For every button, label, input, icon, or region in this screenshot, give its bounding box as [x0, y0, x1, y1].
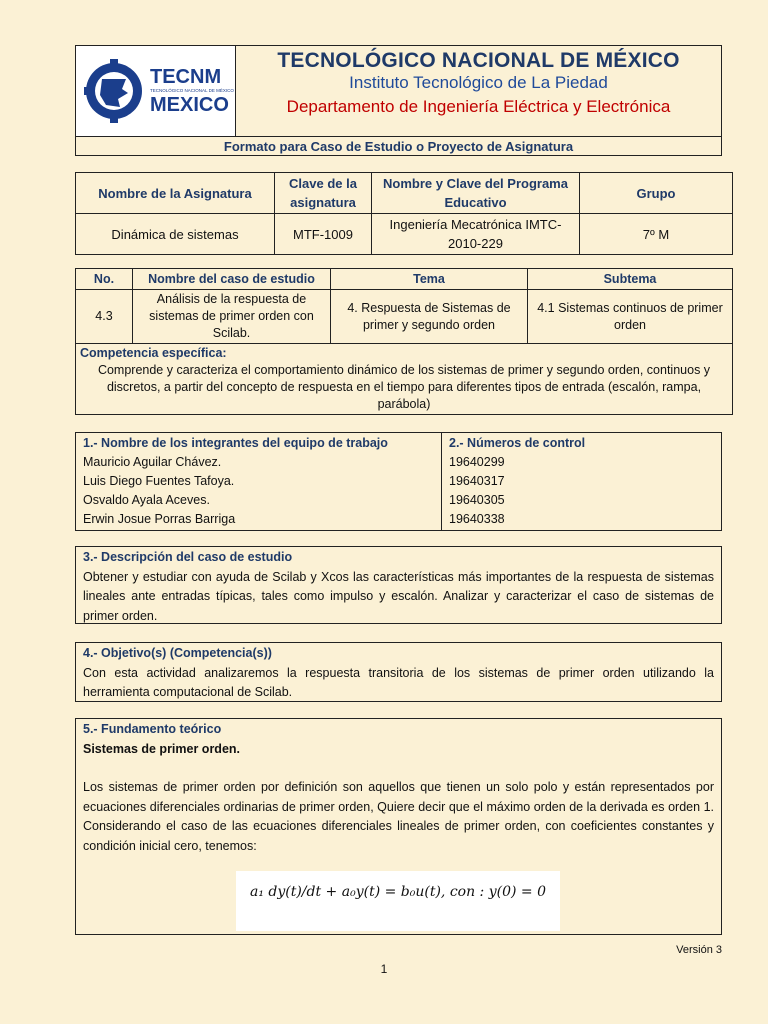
case-description-section: [75, 546, 722, 624]
table-row: [76, 344, 733, 415]
campus-name: Instituto Tecnológico de La Piedad: [349, 73, 608, 92]
competencia-cell: [76, 344, 733, 415]
section-title: 5.- Fundamento teórico: [83, 722, 222, 736]
logo-text-small: TECNOLÓGICO NACIONAL DE MÉXICO: [150, 88, 234, 93]
subtopic-header: Subtema: [528, 269, 733, 290]
tecnm-logo: [84, 49, 234, 134]
course-name-header: Nombre de la Asignatura: [76, 173, 275, 214]
logo-text-bottom: MEXICO: [150, 94, 229, 116]
team-table: [75, 432, 722, 531]
formula-box: [236, 871, 560, 931]
header-titles: [236, 46, 721, 136]
objective-section: [75, 642, 722, 702]
theory-section: [75, 718, 722, 935]
control-number: 19640317: [449, 474, 505, 488]
course-key-header: Clave de la asignatura: [275, 173, 372, 214]
page-number: 1: [380, 962, 388, 976]
numbers-cell: [442, 433, 722, 531]
control-number: 19640305: [449, 493, 505, 507]
table-row: [76, 433, 722, 531]
section-text: Con esta actividad analizaremos la respuesta transitoria de los sistemas de primer orden utilizando la herramienta computacional de Scilab.: [83, 665, 714, 699]
case-name: Análisis de la respuesta de sistemas de primer orden con Scilab.: [133, 290, 331, 344]
logo-cell: [76, 46, 236, 136]
program-name: Ingeniería Mecatrónica IMTC-2010-229: [372, 214, 580, 255]
member-name: Osvaldo Ayala Aceves.: [83, 493, 210, 507]
competencia-text: Comprende y caracteriza el comportamiento dinámico de los sistemas de primer y segundo orden, continuos y discretos, a partir del concepto de respuesta en el tiempo para diferentes tipos de entrada (escalón, rampa, parábola): [97, 363, 711, 411]
table-row: [76, 290, 733, 344]
department-name: Departamento de Ingeniería Eléctrica y Electrónica: [286, 97, 671, 116]
document-header: [75, 45, 722, 156]
program-header: Nombre y Clave del Programa Educativo: [372, 173, 580, 214]
course-key: MTF-1009: [275, 214, 372, 255]
members-cell: [76, 433, 442, 531]
member-name: Mauricio Aguilar Chávez.: [83, 455, 222, 469]
control-number: 19640338: [449, 512, 505, 526]
institution-name: TECNOLÓGICO NACIONAL DE MÉXICO: [277, 49, 680, 72]
version-label: Versión 3: [676, 944, 722, 956]
table-row: [76, 269, 733, 290]
numbers-title: 2.- Números de control: [449, 436, 586, 450]
topic: 4. Respuesta de Sistemas de primer y segundo orden: [331, 290, 528, 344]
members-title: 1.- Nombre de los integrantes del equipo de trabajo: [83, 436, 388, 450]
section-text: Obtener y estudiar con ayuda de Scilab y Xcos las características más importantes de la respuesta de sistemas lineales ante entradas típicas, tales como impulso y escalón. Analizar y caracterizar el caso de sistemas de primer orden.: [83, 569, 714, 623]
section-title: 3.- Descripción del caso de estudio: [83, 550, 293, 564]
course-name: Dinámica de sistemas: [76, 214, 275, 255]
table-row: [76, 173, 733, 214]
section-subtitle: Sistemas de primer orden.: [83, 741, 241, 756]
member-name: Erwin Josue Porras Barriga: [83, 512, 236, 526]
case-table: [75, 268, 733, 415]
case-name-header: Nombre del caso de estudio: [133, 269, 331, 290]
section-title: 4.- Objetivo(s) (Competencia(s)): [83, 646, 272, 660]
number-header: No.: [76, 269, 133, 290]
case-number: 4.3: [76, 290, 133, 344]
subtopic: 4.1 Sistemas continuos de primer orden: [528, 290, 733, 344]
course-table: [75, 172, 733, 255]
topic-header: Tema: [331, 269, 528, 290]
format-title: Formato para Caso de Estudio o Proyecto de Asignatura: [76, 136, 721, 156]
control-number: 19640299: [449, 455, 505, 469]
group: 7º M: [580, 214, 733, 255]
table-row: [76, 214, 733, 255]
group-header: Grupo: [580, 173, 733, 214]
competencia-title: Competencia específica:: [80, 346, 227, 360]
first-order-equation: a₁ dy(t)/dt + a₀y(t) = b₀u(t), con : y(0) = 0: [249, 884, 547, 900]
logo-text-top: TECNM: [150, 66, 222, 88]
member-name: Luis Diego Fuentes Tafoya.: [83, 474, 235, 488]
section-text: Los sistemas de primer orden por definición son aquellos que tienen un solo polo y están representados por ecuaciones diferenciales ordinarias de primer orden, Quiere decir que el máximo orden de la derivada es orden 1. Considerando el caso de las ecuaciones diferenciales lineales de primer orden, con coeficientes constantes y condición inicial cero, tenemos:: [83, 780, 714, 853]
